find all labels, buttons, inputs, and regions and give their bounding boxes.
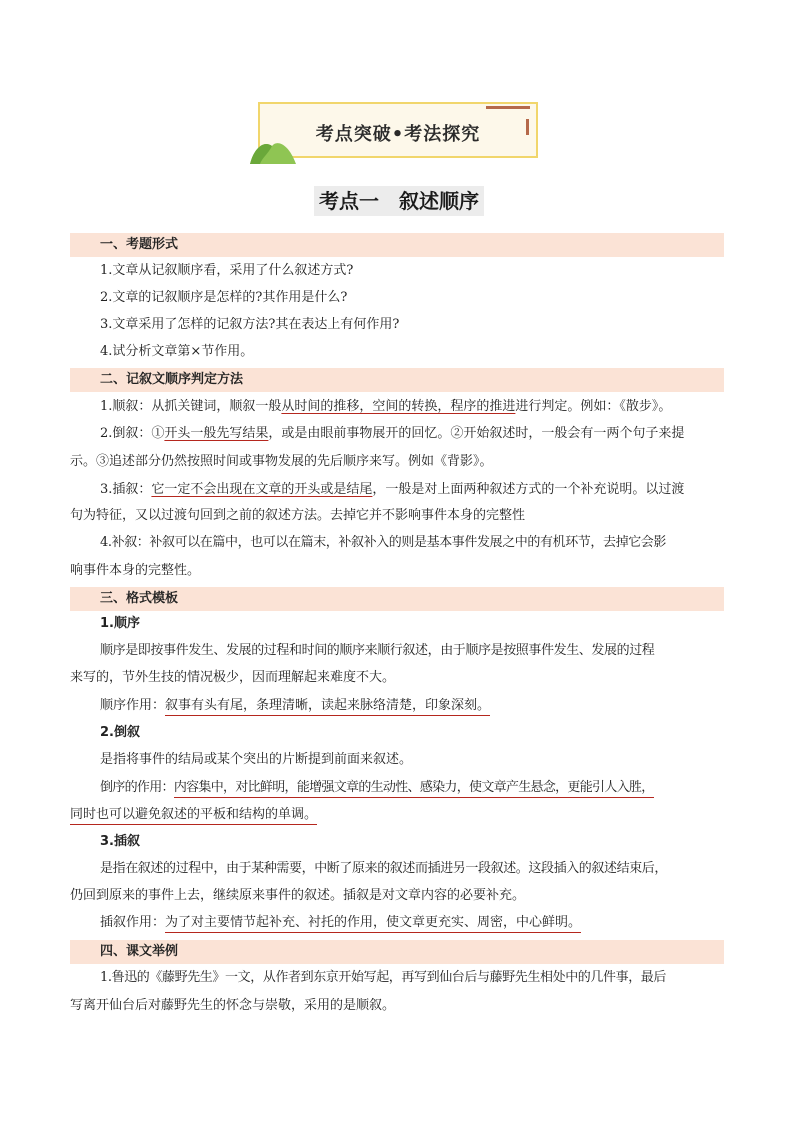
method-chaxu [100, 480, 765, 500]
method-buxu-cont: 响事件本身的完整性。 [70, 563, 201, 578]
underlined-key-phrase: 它一定不会出现在文章的开头或是结尾 [151, 482, 373, 497]
effect-label: 插叙作用： [100, 915, 166, 930]
example-1: 1.鲁迅的《藤野先生》一文，从作者到东京开始写起，再写到仙台后与藤野先生相处中的几件事，最后 [100, 970, 667, 985]
section-title: 考点一 叙述顺序 [314, 186, 484, 216]
section-heading-templates: 三、格式模板 [70, 587, 724, 611]
method-chaxu-cont: 句为特征，又以过渡句回到之前的叙述方法。去掉它并不影响事件本身的完整性 [70, 508, 526, 523]
method-text: 进行判定。例如：《散步》。 [515, 399, 672, 414]
hill-icon [248, 136, 298, 166]
template-effect-daoxu-cont [70, 805, 735, 825]
section-banner [258, 102, 538, 158]
underlined-effect: 同时也可以避免叙述的平板和结构的单调。 [70, 807, 317, 825]
underlined-effect: 叙事有头有尾，条理清晰，读起来脉络清楚，印象深刻。 [165, 698, 490, 716]
effect-label: 顺序作用： [100, 698, 166, 713]
template-paragraph: 顺序是即按事件发生、发展的过程和时间的顺序来顺行叙述，由于顺序是按照事件发生、发展的过程 [100, 643, 655, 658]
question-3: 3.文章采用了怎样的记叙方法?其在表达上有何作用? [100, 317, 400, 332]
template-paragraph-cont: 来写的，节外生技的情况极少，因而理解起来难度不大。 [70, 670, 396, 685]
template-effect-daoxu [100, 778, 765, 798]
section-heading-order-methods: 二、记叙文顺序判定方法 [70, 368, 724, 392]
method-text: 1.顺叙：从抓关键词，顺叙一般 [100, 399, 282, 414]
method-shunxu [100, 397, 765, 417]
method-buxu: 4.补叙：补叙可以在篇中，也可以在篇末，补叙补入的则是基本事件发展之中的有机环节，去掉它会影 [100, 535, 667, 550]
example-1-cont: 写离开仙台后对藤野先生的怀念与崇敬，采用的是顺叙。 [70, 998, 396, 1013]
method-text: ，一般是对上面两种叙述方式的一个补充说明。以过渡 [372, 482, 685, 497]
template-effect-chaxu [100, 913, 765, 933]
section-heading-exam-forms: 一、考题形式 [70, 233, 724, 257]
section-heading-examples: 四、课文举例 [70, 940, 724, 964]
template-heading-daoxu: 2.倒叙 [100, 725, 140, 740]
question-1: 1.文章从记叙顺序看，采用了什么叙述方式? [100, 263, 354, 278]
method-text: ，或是由眼前事物展开的回忆。②开始叙述时，一般会有一两个句子来提 [268, 426, 685, 441]
template-paragraph-cont: 仍回到原来的事件上去，继续原来事件的叙述。插叙是对文章内容的必要补充。 [70, 888, 526, 903]
underlined-key-phrase: 从时间的推移，空间的转换，程序的推进 [281, 399, 516, 414]
effect-label: 倒序的作用： [100, 780, 174, 795]
template-effect-shunxu [100, 696, 765, 716]
template-heading-chaxu: 3.插叙 [100, 834, 140, 849]
template-heading-shunxu: 1.顺序 [100, 616, 140, 631]
underlined-effect: 为了对主要情节起补充、衬托的作用，使文章更充实、周密，中心鲜明。 [165, 915, 581, 933]
method-text: 2.倒叙：① [100, 426, 165, 441]
underlined-effect: 内容集中，对比鲜明，能增强文章的生动性、感染力，使文章产生悬念，更能引人入胜， [174, 780, 654, 798]
banner-title: 考点突破•考法探究 [315, 124, 481, 145]
method-daoxu [100, 424, 765, 444]
underlined-key-phrase: 开头一般先写结果 [164, 426, 269, 441]
template-paragraph: 是指在叙述的过程中，由于某种需要，中断了原来的叙述而插进另一段叙述。这段插入的叙述结束后， [100, 861, 668, 876]
template-paragraph: 是指将事件的结局或某个突出的片断提到前面来叙述。 [100, 752, 413, 767]
banner-accent-tick [526, 119, 529, 135]
method-text: 3.插叙： [100, 482, 152, 497]
banner-accent-bar [486, 106, 530, 109]
question-4: 4.试分析文章第×节作用。 [100, 344, 254, 359]
question-2: 2.文章的记叙顺序是怎样的?其作用是什么? [100, 290, 348, 305]
method-daoxu-cont: 示。③追述部分仍然按照时间或事物发展的先后顺序来写。例如《背影》。 [70, 454, 493, 469]
